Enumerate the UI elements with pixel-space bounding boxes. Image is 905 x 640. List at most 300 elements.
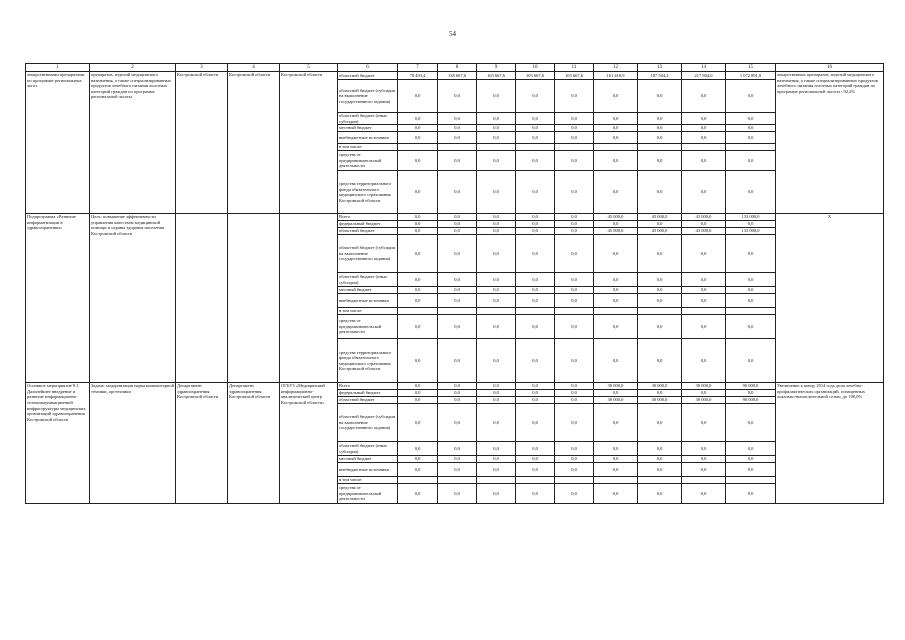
- amount-cell: 0,0: [726, 315, 776, 339]
- amount-cell: 0,0: [516, 315, 555, 339]
- amount-cell: [555, 144, 594, 151]
- column-number: 16: [776, 64, 884, 72]
- amount-cell: 217 804,0: [682, 72, 726, 80]
- amount-cell: 0,0: [638, 125, 682, 132]
- amount-cell: 0,0: [594, 151, 638, 171]
- amount-cell: 0,0: [477, 287, 516, 294]
- amount-cell: 0,0: [682, 113, 726, 125]
- funding-source-cell: средства от предпринимательской деятельности: [338, 484, 398, 504]
- amount-cell: 43 000,0: [682, 228, 726, 235]
- amount-cell: 0,0: [438, 214, 477, 221]
- column-number: 12: [594, 64, 638, 72]
- amount-cell: [638, 144, 682, 151]
- funding-source-cell: внебюджетные источники: [338, 132, 398, 144]
- amount-cell: 45 000,0: [594, 214, 638, 221]
- amount-cell: 0,0: [555, 294, 594, 308]
- section1-col16-cell: лекарственных препаратов, изделий медицинского назначения, а также специализированных продуктов лечебного питания льготных категорий граждан по программе региональной льготы - 92,2%: [776, 72, 884, 214]
- funding-source-cell: областной бюджет (иные субсидии): [338, 273, 398, 287]
- table-row: [26, 214, 884, 221]
- amount-cell: 0,0: [516, 125, 555, 132]
- amount-cell: [638, 308, 682, 315]
- amount-cell: [516, 144, 555, 151]
- amount-cell: 103 667,6: [477, 72, 516, 80]
- amount-cell: 0,0: [682, 294, 726, 308]
- section1-col2-cell: препаратов, изделий медицинского назначения, а также специализированных продуктов лечебного питания льготных категорий граждан по программе региональной льготы: [90, 72, 176, 214]
- amount-cell: 0,0: [555, 132, 594, 144]
- amount-cell: 0,0: [682, 442, 726, 456]
- funding-source-cell: федеральный бюджет: [338, 221, 398, 228]
- funding-source-cell: средства территориального фонда обязательного медицинского страхования Костромской области: [338, 171, 398, 214]
- amount-cell: 0,0: [516, 171, 555, 214]
- column-number-row: [26, 64, 884, 72]
- amount-cell: 0,0: [398, 294, 438, 308]
- section2-col16-cell: X: [776, 214, 884, 383]
- amount-cell: 0,0: [726, 294, 776, 308]
- section3-col2-cell: Задача: модернизация парка компьютерной техники, оргтехники: [90, 383, 176, 504]
- amount-cell: 0,0: [438, 294, 477, 308]
- funding-source-cell: областной бюджет (субсидии на выполнение государственного задания): [338, 235, 398, 273]
- section2-col1-cell: Подпрограмма «Развитие информатизации в здравоохранении»: [26, 214, 90, 383]
- amount-cell: 0,0: [398, 132, 438, 144]
- amount-cell: 30 000,0: [594, 397, 638, 404]
- amount-cell: [594, 144, 638, 151]
- amount-cell: 0,0: [638, 442, 682, 456]
- amount-cell: 0,0: [516, 456, 555, 463]
- amount-cell: [594, 477, 638, 484]
- amount-cell: 0,0: [555, 463, 594, 477]
- amount-cell: 0,0: [516, 113, 555, 125]
- amount-cell: 0,0: [438, 80, 477, 113]
- funding-source-cell: в том числе:: [338, 144, 398, 151]
- amount-cell: 0,0: [398, 390, 438, 397]
- amount-cell: 0,0: [398, 287, 438, 294]
- amount-cell: 0,0: [555, 80, 594, 113]
- funding-source-cell: областной бюджет: [338, 397, 398, 404]
- amount-cell: [555, 477, 594, 484]
- amount-cell: 0,0: [477, 132, 516, 144]
- amount-cell: 0,0: [438, 383, 477, 390]
- amount-cell: 0,0: [682, 132, 726, 144]
- section3-col1-cell: Основное мероприятие 9.1. Дальнейшее внедрение и развитие информационно-телекоммуникационной инфраструктуры медицинских организаций здравоохранения Костромской области: [26, 383, 90, 504]
- amount-cell: 0,0: [516, 221, 555, 228]
- amount-cell: 0,0: [438, 273, 477, 287]
- amount-cell: [726, 144, 776, 151]
- amount-cell: [638, 477, 682, 484]
- amount-cell: 0,0: [638, 113, 682, 125]
- column-number: 4: [228, 64, 280, 72]
- amount-cell: 0,0: [398, 113, 438, 125]
- amount-cell: 0,0: [398, 273, 438, 287]
- amount-cell: 138 667,6: [438, 72, 477, 80]
- amount-cell: 0,0: [477, 484, 516, 504]
- amount-cell: 0,0: [594, 273, 638, 287]
- amount-cell: 0,0: [638, 171, 682, 214]
- amount-cell: 0,0: [398, 80, 438, 113]
- amount-cell: 0,0: [682, 171, 726, 214]
- amount-cell: [477, 477, 516, 484]
- amount-cell: 0,0: [638, 315, 682, 339]
- amount-cell: 0,0: [682, 404, 726, 442]
- column-number: 3: [176, 64, 228, 72]
- amount-cell: 0,0: [726, 273, 776, 287]
- funding-source-cell: Всего: [338, 214, 398, 221]
- amount-cell: 0,0: [516, 463, 555, 477]
- amount-cell: 187 504,2: [638, 72, 682, 80]
- amount-cell: 0,0: [594, 113, 638, 125]
- amount-cell: 0,0: [398, 221, 438, 228]
- amount-cell: 0,0: [594, 294, 638, 308]
- section3-col3-cell: Департамент здравоохранения Костромской области: [176, 383, 228, 504]
- amount-cell: 0,0: [398, 339, 438, 383]
- amount-cell: 0,0: [516, 404, 555, 442]
- budget-table: [25, 63, 884, 504]
- amount-cell: 0,0: [477, 80, 516, 113]
- amount-cell: 43 000,0: [682, 214, 726, 221]
- amount-cell: [398, 144, 438, 151]
- amount-cell: 0,0: [594, 404, 638, 442]
- funding-source-cell: средства территориального фонда обязательного медицинского страхования Костромской области: [338, 339, 398, 383]
- section1-col4-cell: Костромской области: [228, 72, 280, 214]
- amount-cell: 0,0: [516, 151, 555, 171]
- amount-cell: 0,0: [726, 113, 776, 125]
- amount-cell: 0,0: [438, 171, 477, 214]
- section2-col2-cell: Цель: повышение эффективности управления качеством медицинской помощи и охраны здоровья населения Костромской области: [90, 214, 176, 383]
- amount-cell: 0,0: [516, 80, 555, 113]
- amount-cell: [477, 308, 516, 315]
- amount-cell: 0,0: [555, 113, 594, 125]
- amount-cell: 0,0: [477, 171, 516, 214]
- amount-cell: 0,0: [398, 171, 438, 214]
- amount-cell: 0,0: [516, 484, 555, 504]
- amount-cell: 0,0: [594, 221, 638, 228]
- amount-cell: 0,0: [726, 221, 776, 228]
- section1-col3-cell: Костромской области: [176, 72, 228, 214]
- amount-cell: 0,0: [555, 235, 594, 273]
- amount-cell: 0,0: [516, 214, 555, 221]
- amount-cell: [682, 308, 726, 315]
- amount-cell: 0,0: [477, 228, 516, 235]
- amount-cell: 0,0: [594, 125, 638, 132]
- amount-cell: 45 000,0: [594, 228, 638, 235]
- amount-cell: 0,0: [682, 287, 726, 294]
- amount-cell: 0,0: [398, 315, 438, 339]
- amount-cell: 0,0: [477, 214, 516, 221]
- amount-cell: 0,0: [438, 339, 477, 383]
- column-number: 13: [638, 64, 682, 72]
- amount-cell: 0,0: [726, 80, 776, 113]
- amount-cell: 0,0: [682, 456, 726, 463]
- column-number: 10: [516, 64, 555, 72]
- amount-cell: 0,0: [555, 456, 594, 463]
- amount-cell: 0,0: [726, 390, 776, 397]
- funding-source-cell: областной бюджет (иные субсидии): [338, 442, 398, 456]
- amount-cell: 103 667,6: [516, 72, 555, 80]
- amount-cell: [398, 477, 438, 484]
- amount-cell: 0,0: [638, 287, 682, 294]
- amount-cell: 30 000,0: [638, 397, 682, 404]
- amount-cell: 0,0: [516, 397, 555, 404]
- section1-col1-cell: лекарственными препаратами по программе региональных льгот: [26, 72, 90, 214]
- amount-cell: 0,0: [555, 404, 594, 442]
- amount-cell: 0,0: [438, 235, 477, 273]
- amount-cell: 0,0: [726, 404, 776, 442]
- amount-cell: 0,0: [516, 442, 555, 456]
- amount-cell: 0,0: [555, 228, 594, 235]
- amount-cell: 0,0: [555, 171, 594, 214]
- amount-cell: 0,0: [516, 287, 555, 294]
- section2-col3-cell: [176, 214, 228, 383]
- amount-cell: [726, 477, 776, 484]
- amount-cell: 0,0: [682, 151, 726, 171]
- amount-cell: 0,0: [438, 397, 477, 404]
- funding-source-cell: областной бюджет: [338, 72, 398, 80]
- amount-cell: [516, 308, 555, 315]
- amount-cell: 0,0: [555, 273, 594, 287]
- section2-col5-cell: [280, 214, 338, 383]
- amount-cell: 0,0: [516, 383, 555, 390]
- amount-cell: 30 000,0: [594, 383, 638, 390]
- amount-cell: [726, 308, 776, 315]
- amount-cell: 0,0: [638, 235, 682, 273]
- column-number: 2: [90, 64, 176, 72]
- amount-cell: 0,0: [438, 151, 477, 171]
- amount-cell: 0,0: [638, 80, 682, 113]
- amount-cell: 0,0: [477, 397, 516, 404]
- amount-cell: 0,0: [726, 235, 776, 273]
- amount-cell: 0,0: [477, 273, 516, 287]
- amount-cell: 30 000,0: [682, 383, 726, 390]
- amount-cell: 0,0: [398, 484, 438, 504]
- amount-cell: 0,0: [438, 113, 477, 125]
- section3-col5-cell: ОГБУЗ «Медицинский информационно-аналитический центр Костромской области»: [280, 383, 338, 504]
- amount-cell: 0,0: [438, 456, 477, 463]
- amount-cell: [438, 308, 477, 315]
- amount-cell: 0,0: [477, 456, 516, 463]
- amount-cell: [594, 308, 638, 315]
- amount-cell: 0,0: [726, 339, 776, 383]
- amount-cell: 133 000,0: [726, 228, 776, 235]
- section2-col4-cell: [228, 214, 280, 383]
- amount-cell: 0,0: [398, 463, 438, 477]
- amount-cell: 0,0: [594, 315, 638, 339]
- amount-cell: 0,0: [477, 125, 516, 132]
- amount-cell: 0,0: [594, 80, 638, 113]
- amount-cell: 0,0: [477, 339, 516, 383]
- amount-cell: 0,0: [438, 404, 477, 442]
- amount-cell: 0,0: [638, 339, 682, 383]
- amount-cell: 0,0: [594, 463, 638, 477]
- amount-cell: 0,0: [398, 125, 438, 132]
- funding-source-cell: в том числе:: [338, 308, 398, 315]
- amount-cell: 133 000,0: [726, 214, 776, 221]
- amount-cell: 0,0: [477, 151, 516, 171]
- funding-source-cell: внебюджетные источники: [338, 463, 398, 477]
- amount-cell: 0,0: [438, 132, 477, 144]
- amount-cell: 0,0: [726, 442, 776, 456]
- amount-cell: 0,0: [682, 235, 726, 273]
- amount-cell: 0,0: [477, 221, 516, 228]
- amount-cell: [682, 144, 726, 151]
- amount-cell: 0,0: [477, 442, 516, 456]
- amount-cell: 0,0: [398, 456, 438, 463]
- funding-source-cell: федеральный бюджет: [338, 390, 398, 397]
- amount-cell: 0,0: [516, 273, 555, 287]
- amount-cell: 0,0: [594, 287, 638, 294]
- amount-cell: 0,0: [638, 294, 682, 308]
- amount-cell: 0,0: [726, 463, 776, 477]
- funding-source-cell: областной бюджет (субсидии на выполнение государственного задания): [338, 80, 398, 113]
- amount-cell: 0,0: [682, 315, 726, 339]
- amount-cell: 0,0: [638, 132, 682, 144]
- amount-cell: [438, 144, 477, 151]
- amount-cell: 0,0: [555, 151, 594, 171]
- amount-cell: 0,0: [638, 404, 682, 442]
- funding-source-cell: местный бюджет: [338, 456, 398, 463]
- amount-cell: 0,0: [682, 390, 726, 397]
- amount-cell: 0,0: [682, 80, 726, 113]
- amount-cell: 0,0: [477, 390, 516, 397]
- amount-cell: 0,0: [726, 456, 776, 463]
- amount-cell: 0,0: [594, 442, 638, 456]
- amount-cell: 0,0: [594, 132, 638, 144]
- amount-cell: [398, 308, 438, 315]
- amount-cell: 0,0: [516, 339, 555, 383]
- amount-cell: 0,0: [438, 228, 477, 235]
- amount-cell: 0,0: [555, 315, 594, 339]
- amount-cell: 0,0: [638, 151, 682, 171]
- amount-cell: 0,0: [594, 484, 638, 504]
- funding-source-cell: местный бюджет: [338, 287, 398, 294]
- amount-cell: 0,0: [594, 339, 638, 383]
- amount-cell: 0,0: [638, 463, 682, 477]
- amount-cell: 0,0: [638, 456, 682, 463]
- amount-cell: 0,0: [555, 287, 594, 294]
- amount-cell: 0,0: [477, 383, 516, 390]
- amount-cell: 0,0: [555, 383, 594, 390]
- amount-cell: 0,0: [438, 390, 477, 397]
- table-row: [26, 383, 884, 390]
- amount-cell: 0,0: [516, 294, 555, 308]
- amount-cell: 0,0: [555, 125, 594, 132]
- amount-cell: 103 667,6: [555, 72, 594, 80]
- amount-cell: 0,0: [398, 228, 438, 235]
- amount-cell: 0,0: [682, 125, 726, 132]
- amount-cell: 1 072 891,8: [726, 72, 776, 80]
- amount-cell: 0,0: [682, 339, 726, 383]
- amount-cell: 0,0: [438, 125, 477, 132]
- amount-cell: 0,0: [594, 390, 638, 397]
- amount-cell: 0,0: [594, 456, 638, 463]
- column-number: 8: [438, 64, 477, 72]
- amount-cell: 0,0: [638, 273, 682, 287]
- amount-cell: 0,0: [682, 463, 726, 477]
- amount-cell: 0,0: [682, 221, 726, 228]
- amount-cell: 0,0: [477, 294, 516, 308]
- amount-cell: 0,0: [398, 404, 438, 442]
- amount-cell: [555, 308, 594, 315]
- section3-col16-cell: Увеличение к концу 2014 года доли лечебно-профилактических организаций, оснащенных локально-вычислительной сетью, до 100,0%: [776, 383, 884, 504]
- amount-cell: 0,0: [555, 484, 594, 504]
- amount-cell: 30 000,0: [682, 397, 726, 404]
- amount-cell: [438, 477, 477, 484]
- amount-cell: 0,0: [516, 228, 555, 235]
- funding-source-cell: областной бюджет (иные субсидии): [338, 113, 398, 125]
- funding-source-cell: областной бюджет (субсидии на выполнение государственного задания): [338, 404, 398, 442]
- funding-source-cell: Всего: [338, 383, 398, 390]
- amount-cell: 0,0: [438, 221, 477, 228]
- amount-cell: 0,0: [682, 484, 726, 504]
- amount-cell: 0,0: [398, 214, 438, 221]
- amount-cell: 0,0: [555, 442, 594, 456]
- amount-cell: 0,0: [398, 383, 438, 390]
- column-number: 14: [682, 64, 726, 72]
- amount-cell: 0,0: [726, 151, 776, 171]
- page-number: 54: [449, 30, 456, 38]
- column-number: 9: [477, 64, 516, 72]
- amount-cell: [682, 477, 726, 484]
- amount-cell: 0,0: [555, 397, 594, 404]
- column-number: 1: [26, 64, 90, 72]
- column-number: 15: [726, 64, 776, 72]
- column-number: 5: [280, 64, 338, 72]
- section1-col5-cell: Костромской области: [280, 72, 338, 214]
- amount-cell: 0,0: [726, 484, 776, 504]
- table-row: [26, 72, 884, 80]
- amount-cell: [477, 144, 516, 151]
- amount-cell: 0,0: [726, 125, 776, 132]
- amount-cell: 0,0: [477, 315, 516, 339]
- funding-source-cell: средства от предпринимательской деятельности: [338, 315, 398, 339]
- amount-cell: 45 000,0: [638, 214, 682, 221]
- funding-source-cell: внебюджетные источники: [338, 294, 398, 308]
- amount-cell: 0,0: [682, 273, 726, 287]
- amount-cell: 0,0: [477, 113, 516, 125]
- amount-cell: 0,0: [638, 390, 682, 397]
- amount-cell: 45 000,0: [638, 228, 682, 235]
- amount-cell: 90 000,0: [726, 383, 776, 390]
- amount-cell: 0,0: [555, 390, 594, 397]
- amount-cell: 0,0: [398, 442, 438, 456]
- amount-cell: 0,0: [516, 390, 555, 397]
- amount-cell: 0,0: [477, 463, 516, 477]
- amount-cell: [516, 477, 555, 484]
- amount-cell: 90 000,0: [726, 397, 776, 404]
- funding-source-cell: местный бюджет: [338, 125, 398, 132]
- amount-cell: 0,0: [438, 315, 477, 339]
- funding-source-cell: областной бюджет: [338, 228, 398, 235]
- amount-cell: 0,0: [516, 235, 555, 273]
- amount-cell: 0,0: [726, 287, 776, 294]
- amount-cell: 0,0: [516, 132, 555, 144]
- amount-cell: 0,0: [438, 287, 477, 294]
- amount-cell: 0,0: [638, 484, 682, 504]
- funding-source-cell: в том числе:: [338, 477, 398, 484]
- amount-cell: 30 000,0: [638, 383, 682, 390]
- amount-cell: 161 418,9: [594, 72, 638, 80]
- amount-cell: 0,0: [638, 221, 682, 228]
- amount-cell: 0,0: [477, 235, 516, 273]
- amount-cell: 0,0: [594, 235, 638, 273]
- amount-cell: 0,0: [555, 339, 594, 383]
- amount-cell: 0,0: [438, 463, 477, 477]
- column-number: 11: [555, 64, 594, 72]
- amount-cell: 0,0: [726, 171, 776, 214]
- funding-source-cell: средства от предпринимательской деятельности: [338, 151, 398, 171]
- amount-cell: 0,0: [726, 132, 776, 144]
- column-number: 6: [338, 64, 398, 72]
- amount-cell: 0,0: [438, 442, 477, 456]
- section3-col4-cell: Департамент здравоохранения Костромской области: [228, 383, 280, 504]
